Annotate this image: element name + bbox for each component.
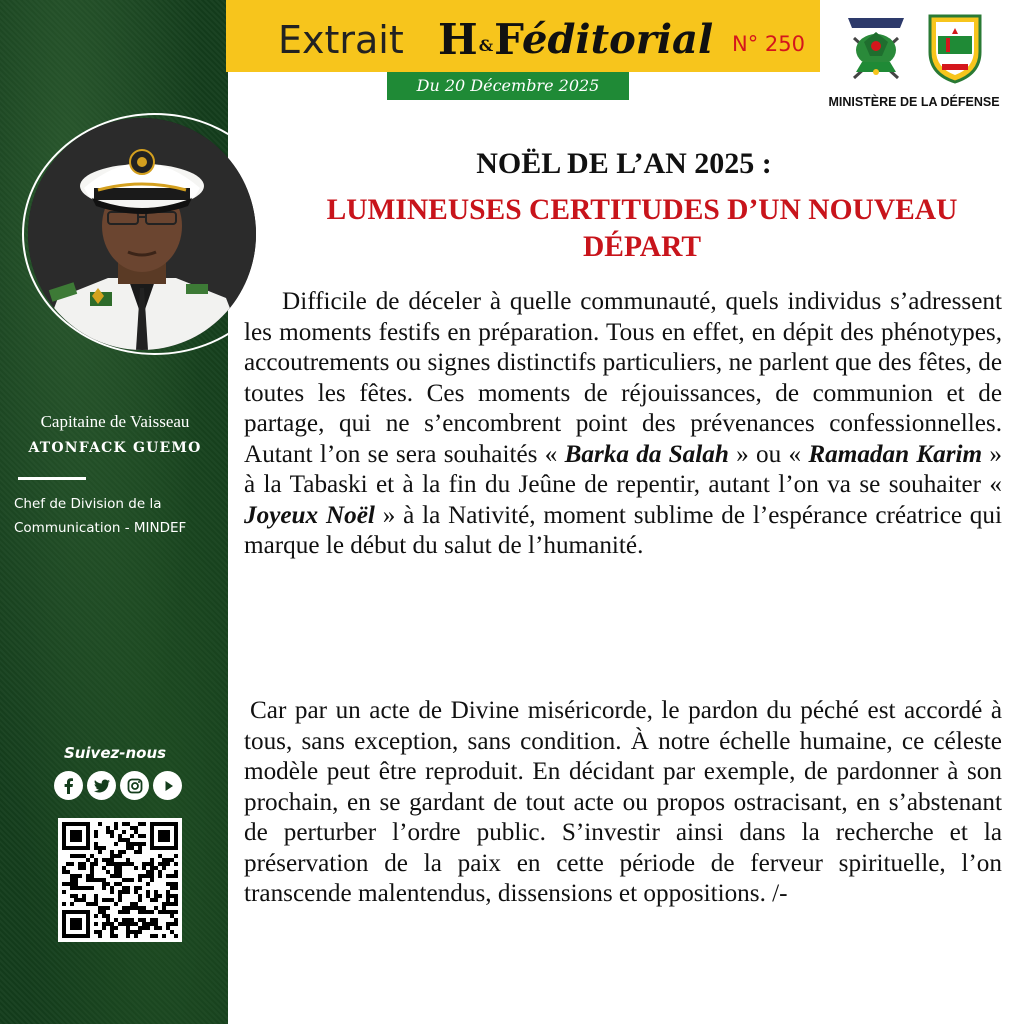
youtube-icon[interactable] bbox=[153, 771, 182, 800]
paragraph-text: » à la Nativité, moment sublime de l’espérance créatrice qui marque le début du salut de l’humanité. bbox=[244, 501, 1002, 559]
author-portrait bbox=[28, 118, 256, 350]
header-label: éditorial bbox=[522, 16, 714, 63]
article-subtitle: LUMINEUSES CERTITUDES D’UN NOUVEAU DÉPART bbox=[326, 194, 958, 263]
logo-letter-f: F bbox=[494, 15, 524, 64]
paragraph-text: » à la Tabaski et à la fin du Jeûne de repentir, autant l’on va se souhaiter « bbox=[244, 440, 1003, 498]
author-role: Chef de Division de la Communication - MINDEF bbox=[14, 496, 187, 536]
instagram-icon[interactable] bbox=[120, 771, 149, 800]
mindef-emblem-icon bbox=[842, 12, 910, 82]
qr-code[interactable] bbox=[58, 818, 182, 942]
date-badge: Du 20 Décembre 2025 bbox=[387, 72, 629, 100]
greeting-emphasis: Ramadan Karim bbox=[808, 440, 983, 468]
issue-number: N° 250 bbox=[732, 32, 805, 56]
article-paragraph-1 bbox=[244, 287, 1002, 562]
paragraph-text: Difficile de déceler à quelle communauté, quels individus s’adressent les moments festifs en préparation. Tous en effet, en dépit des phénotypes, accoutrements ou signes distinctifs particuliers, ne parlent que des fêtes, de toutes les fêtes. Ces moments de réjouissances, de communion et de partage, qui ne s’encombrent point des prévenances confessionnelles. Autant l’on se sera souhaités « bbox=[244, 288, 1002, 468]
logo-letter-h: H bbox=[438, 15, 478, 64]
divcom-shield-icon bbox=[924, 8, 986, 86]
facebook-icon[interactable] bbox=[54, 771, 83, 800]
divider bbox=[18, 477, 86, 480]
paragraph-text: » ou « bbox=[728, 440, 809, 468]
hf-logo bbox=[438, 14, 524, 66]
greeting-emphasis: Joyeux Noël bbox=[244, 501, 375, 529]
author-name: ATONFACK GUEMO bbox=[28, 440, 202, 456]
article-title: NOËL DE L’AN 2025 : bbox=[476, 147, 772, 180]
greeting-emphasis: Barka da Salah bbox=[564, 440, 729, 468]
ministry-name: MINISTÈRE DE LA DÉFENSE bbox=[828, 95, 1000, 109]
follow-label: Suivez-nous bbox=[63, 744, 167, 762]
author-rank: Capitaine de Vaisseau bbox=[40, 412, 190, 431]
logo-ampersand: & bbox=[478, 36, 494, 55]
social-links bbox=[54, 771, 184, 801]
twitter-icon[interactable] bbox=[87, 771, 116, 800]
article-paragraph-2: Car par un acte de Divine miséricorde, le pardon du péché est accordé à tous, sans exception, sans condition. À notre échelle humaine, ce céleste modèle peut être reproduit. En décidant par exemple, de pardonner à son prochain, en se gardant de tout acte ou propos ostracisant, en s’abstenant de perturber l’ordre public. S’investir ainsi dans la recherche et la préservation de la paix en cette période de ferveur spirituelle, l’on transcende malentendus, dissensions et oppositions. /- bbox=[244, 697, 1002, 907]
header-prefix: Extrait bbox=[278, 18, 404, 62]
